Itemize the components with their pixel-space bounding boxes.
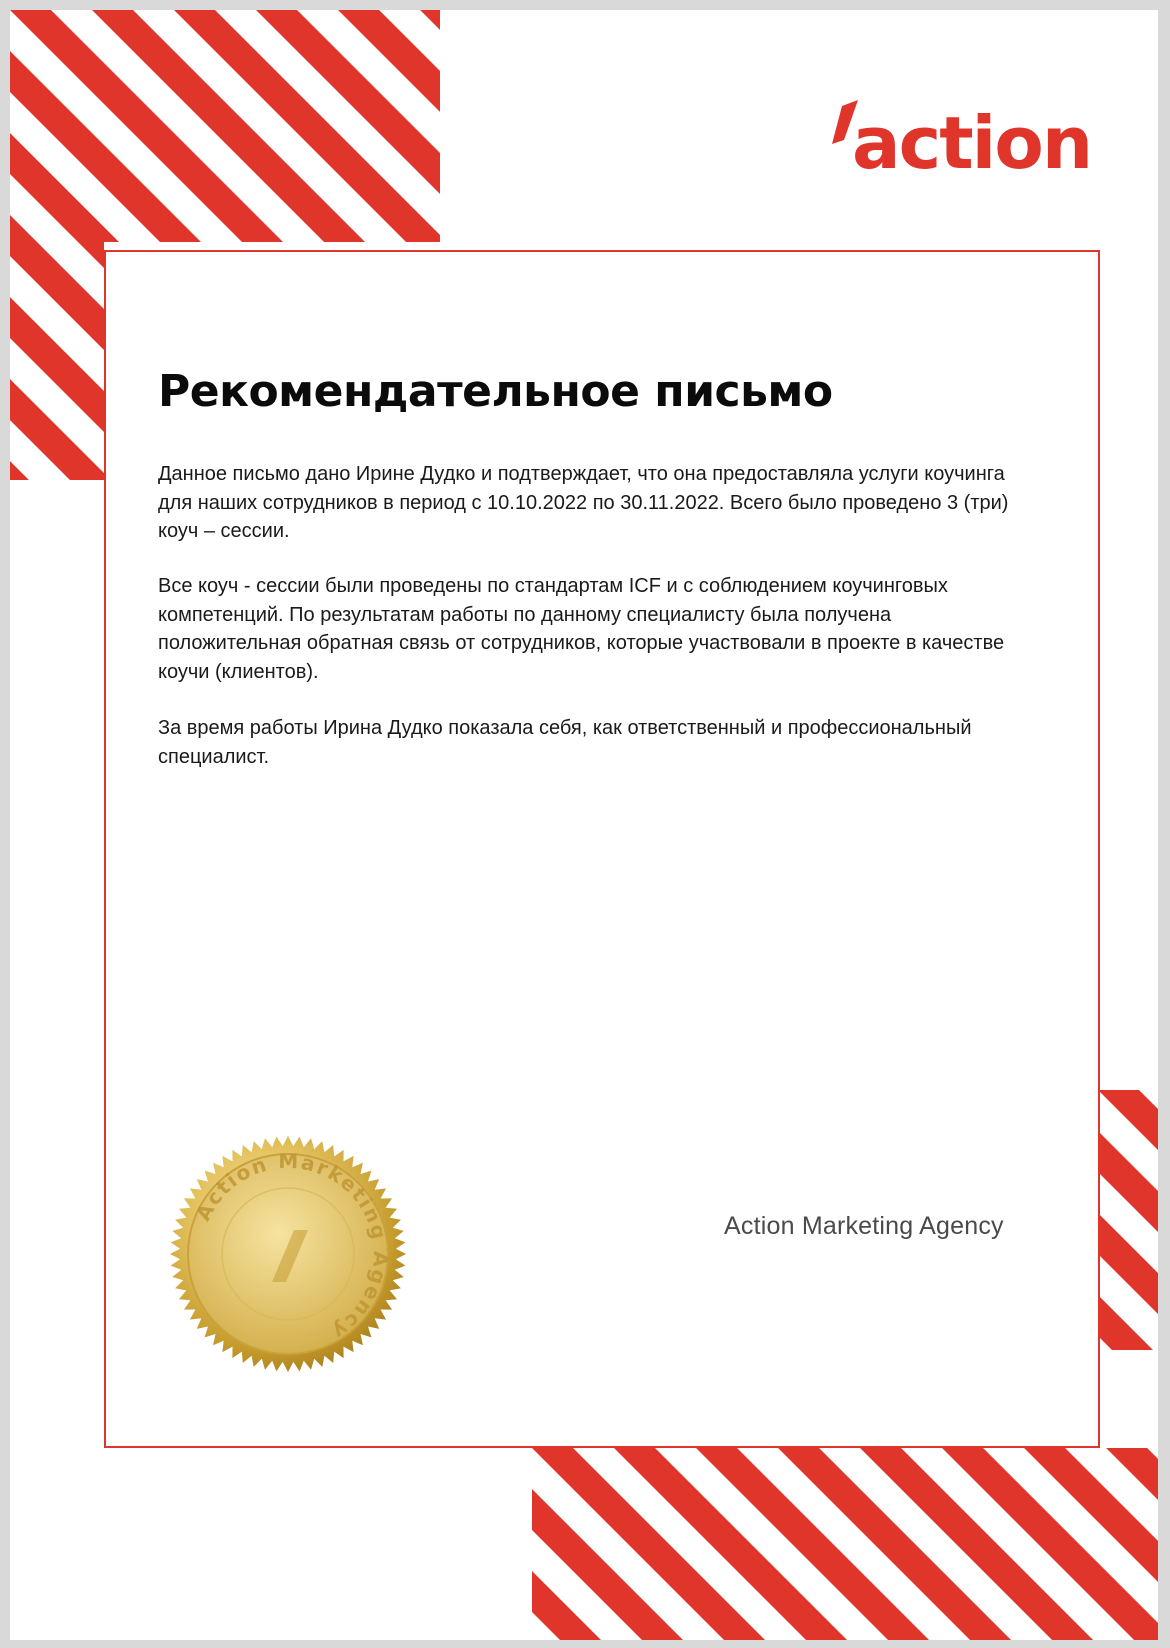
letter-paragraph-1: Данное письмо дано Ирине Дудко и подтверждает, что она предоставляла услуги коучинга для наших сотрудников в период с 10.10.2022 по 30.11.2022. Всего было проведено 3 (три) коуч – сессии. [158,463,1009,542]
letter-title: Рекомендательное письмо [158,366,833,417]
gold-seal [168,1134,408,1374]
letter-paragraph-3: За время работы Ирина Дудко показала себя, как ответственный и профессиональный специалист. [158,717,972,768]
svg-text:Action Marketing Agency: Action Marketing Agency [190,1148,394,1346]
decorative-stripes-right [1098,1090,1158,1350]
decorative-stripes-bottom [532,1448,1158,1640]
action-logo [830,92,1110,192]
letter-frame [104,250,1100,1448]
letter-paragraph-2: Все коуч - сессии были проведены по стандартам ICF и с соблюдением коучинговых компетенций. По результатам работы по данному специалисту была получена положительная обратная связь от сотрудников, которые участвовали в проекте в качестве коучи (клиентов). [158,575,1005,683]
letter-page [10,10,1158,1640]
svg-text:action: action [852,101,1092,185]
agency-signature: Action Marketing Agency [724,1212,1004,1240]
